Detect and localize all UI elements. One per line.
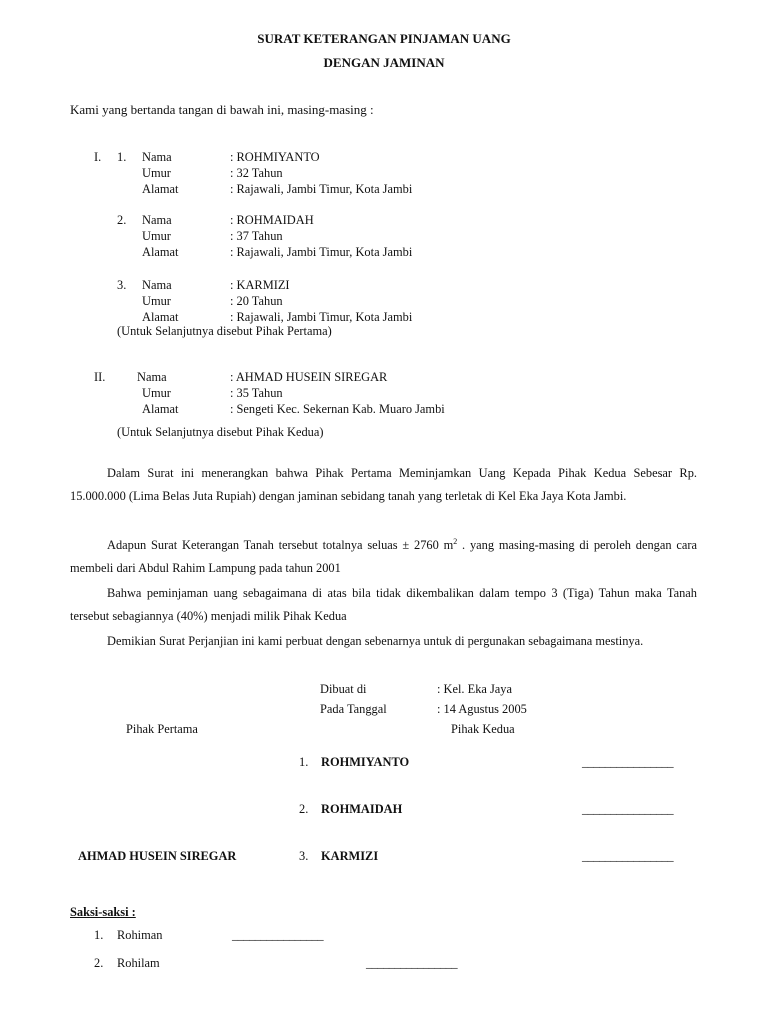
section2-note: (Untuk Selanjutnya disebut Pihak Kedua) bbox=[117, 425, 324, 439]
section2-nama: : AHMAD HUSEIN SIREGAR bbox=[230, 370, 388, 384]
saksi-1-name: Rohiman bbox=[117, 928, 163, 942]
signer-3-line: ________________ bbox=[582, 849, 674, 863]
section2-umur-label: Umur bbox=[142, 386, 171, 400]
section2-roman: II. bbox=[94, 370, 106, 384]
saksi-2-line: ________________ bbox=[366, 956, 458, 970]
signer-1-line: ________________ bbox=[582, 755, 674, 769]
pihak-kedua-signer-name: AHMAD HUSEIN SIREGAR bbox=[78, 849, 237, 863]
section1-note: (Untuk Selanjutnya disebut Pihak Pertama) bbox=[117, 324, 332, 338]
dibuat-label: Dibuat di bbox=[320, 682, 367, 696]
person-2-nama-label: Nama bbox=[142, 213, 172, 227]
signer-3-name: KARMIZI bbox=[321, 849, 379, 863]
person-1-nama-label: Nama bbox=[142, 150, 172, 164]
person-1-umur-label: Umur bbox=[142, 166, 171, 180]
paragraph-1: Dalam Surat ini menerangkan bahwa Pihak Pertama Meminjamkan Uang Kepada Pihak Kedua Sebesar Rp. 15.000.000 (Lima Belas Juta Rupiah) dengan jaminan sebidang tanah yang terletak di Kel Eka Jaya Kota Jambi. bbox=[70, 466, 697, 503]
person-1-alamat: : Rajawali, Jambi Timur, Kota Jambi bbox=[230, 182, 413, 196]
person-1-number: 1. bbox=[117, 150, 127, 164]
person-3-alamat-label: Alamat bbox=[142, 310, 179, 324]
signer-2-line: ________________ bbox=[582, 802, 674, 816]
person-2-umur-label: Umur bbox=[142, 229, 171, 243]
person-3-umur: : 20 Tahun bbox=[230, 294, 283, 308]
person-2-number: 2. bbox=[117, 213, 127, 227]
signer-1-number: 1. bbox=[299, 755, 309, 769]
saksi-2-number: 2. bbox=[94, 956, 104, 970]
person-1-alamat-label: Alamat bbox=[142, 182, 179, 196]
saksi-1-number: 1. bbox=[94, 928, 104, 942]
signer-3-number: 3. bbox=[299, 849, 309, 863]
person-2-alamat-label: Alamat bbox=[142, 245, 179, 259]
dibuat-value: : Kel. Eka Jaya bbox=[437, 682, 513, 696]
person-1-umur: : 32 Tahun bbox=[230, 166, 283, 180]
person-3-nama-label: Nama bbox=[142, 278, 172, 292]
person-2-alamat: : Rajawali, Jambi Timur, Kota Jambi bbox=[230, 245, 413, 259]
section2-alamat: : Sengeti Kec. Sekernan Kab. Muaro Jambi bbox=[230, 402, 445, 416]
tanggal-value: : 14 Agustus 2005 bbox=[437, 702, 527, 716]
section2-alamat-label: Alamat bbox=[142, 402, 179, 416]
person-1-nama: : ROHMIYANTO bbox=[230, 150, 320, 164]
pihak-kedua-label: Pihak Kedua bbox=[451, 722, 515, 736]
superscript-two: 2 bbox=[453, 536, 458, 546]
person-3-umur-label: Umur bbox=[142, 294, 171, 308]
saksi-1-line: ________________ bbox=[232, 928, 324, 942]
signer-2-name: ROHMAIDAH bbox=[321, 802, 403, 816]
title-line-1: SURAT KETERANGAN PINJAMAN UANG bbox=[257, 31, 511, 46]
saksi-title: Saksi-saksi : bbox=[70, 905, 136, 919]
section2-nama-label: Nama bbox=[137, 370, 167, 384]
paragraph-3: Bahwa peminjaman uang sebagaimana di atas bila tidak dikembalikan dalam tempo 3 (Tiga) Tahun maka Tanah tersebut sebagiannya (40%) menjadi milik Pihak Kedua bbox=[70, 586, 697, 623]
person-3-alamat: : Rajawali, Jambi Timur, Kota Jambi bbox=[230, 310, 413, 324]
signer-2-number: 2. bbox=[299, 802, 309, 816]
pihak-pertama-label: Pihak Pertama bbox=[126, 722, 198, 736]
person-2-umur: : 37 Tahun bbox=[230, 229, 283, 243]
paragraph-4: Demikian Surat Perjanjian ini kami perbuat dengan sebenarnya untuk di pergunakan sebagaimana mestinya. bbox=[107, 634, 644, 648]
person-2-nama: : ROHMAIDAH bbox=[230, 213, 314, 227]
section2-umur: : 35 Tahun bbox=[230, 386, 283, 400]
intro-text: Kami yang bertanda tangan di bawah ini, masing-masing : bbox=[70, 102, 374, 117]
signer-1-name: ROHMIYANTO bbox=[321, 755, 410, 769]
section1-roman: I. bbox=[94, 150, 102, 164]
saksi-2-name: Rohilam bbox=[117, 956, 160, 970]
title-line-2: DENGAN JAMINAN bbox=[323, 55, 445, 70]
paragraph-2: Adapun Surat Keterangan Tanah tersebut totalnya seluas ± 2760 $m^2$ . yang masing-masing di peroleh dengan cara membeli dari Abdul Rahim Lampung pada tahun 2001 bbox=[70, 536, 697, 575]
tanggal-label: Pada Tanggal bbox=[320, 702, 387, 716]
person-3-number: 3. bbox=[117, 278, 127, 292]
person-3-nama: : KARMIZI bbox=[230, 278, 290, 292]
